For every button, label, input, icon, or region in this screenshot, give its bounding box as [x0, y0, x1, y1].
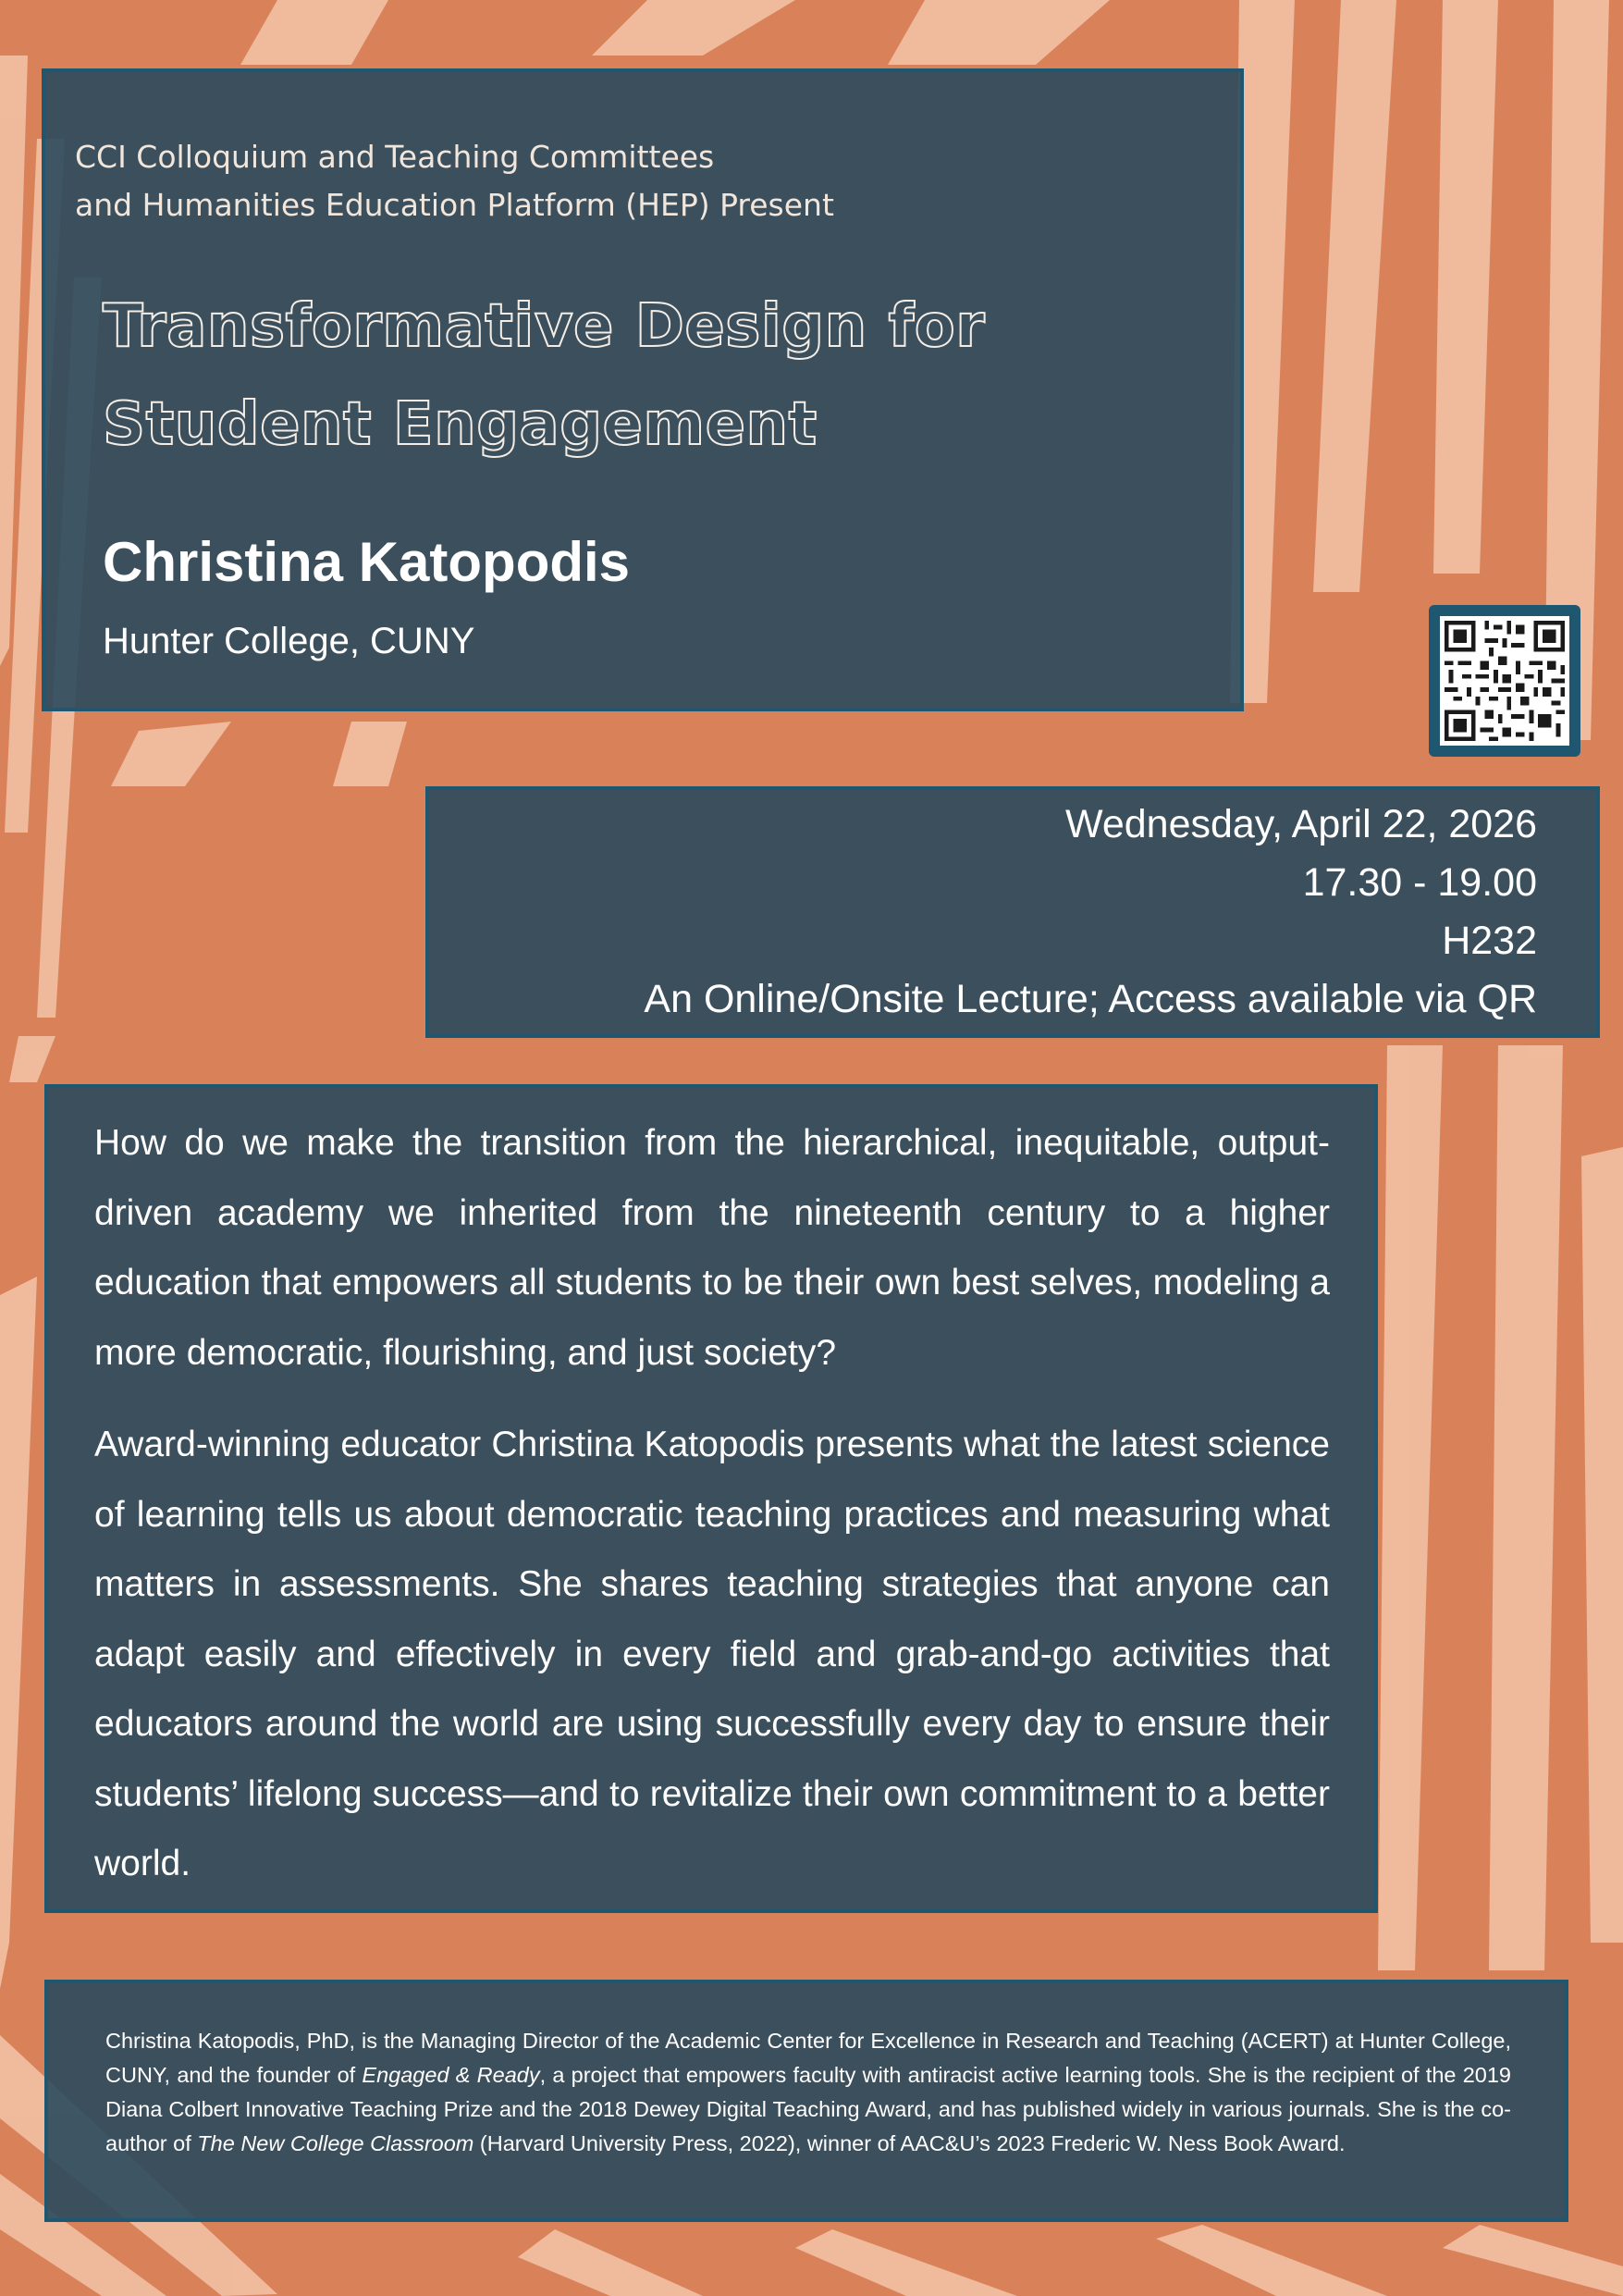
bio-panel — [44, 1980, 1568, 2222]
speaker-bio — [105, 2024, 1511, 2161]
event-date: Wednesday, April 22, 2026 — [1065, 802, 1537, 846]
bio-part-3: (Harvard University Press, 2022), winner of AAC&U’s 2023 Frederic W. Ness Book Award. — [473, 2131, 1346, 2155]
bio-part-2: , a project that empowers faculty with antiracist active learning tools. She is the recipient of the 2019 Diana Colbert Innovative Teaching Prize and the 2018 Dewey Digital Teaching Award, and has published widely in various journals. She is the co-author of — [105, 2063, 1511, 2155]
lecture-title — [103, 278, 1212, 474]
abstract-panel — [44, 1084, 1378, 1913]
qr-code-icon — [1440, 616, 1569, 746]
lecture-title-line-1: Transformative Design for — [103, 292, 986, 361]
event-time: 17.30 - 19.00 — [1302, 860, 1537, 905]
book-title: The New College Classroom — [197, 2131, 474, 2155]
abstract-text — [94, 1108, 1330, 1921]
presenter-line — [75, 133, 834, 229]
speaker-name: Christina Katopodis — [103, 531, 631, 593]
presenter-line-2: and Humanities Education Platform (HEP) Present — [75, 187, 834, 223]
abstract-paragraph-1: How do we make the transition from the hierarchical, inequitable, output-driven academy we inherited from the nineteenth century to a higher education that empowers all students to be their own best selves, modeling a more democratic, flourishing, and just society? — [94, 1123, 1330, 1373]
event-room: H232 — [1442, 919, 1537, 963]
event-details — [644, 796, 1537, 1029]
bio-part-1: Christina Katopodis, PhD, is the Managing Director of the Academic Center for Excellence in Research and Teaching (ACERT) at Hunter College, CUNY, and the founder of — [105, 2029, 1511, 2087]
event-details-panel — [425, 786, 1600, 1038]
event-format: An Online/Onsite Lecture; Access available via QR — [644, 977, 1537, 1021]
abstract-paragraph-2: Award-winning educator Christina Katopodis presents what the latest science of learning tells us about democratic teaching practices and measuring what matters in assessments. She shares teaching strategies that anyone can adapt easily and effectively in every field and grab-and-go activities that educators around the world are using successfully every day to ensure their students’ lifelong success—and to revitalize their own commitment to a better world. — [94, 1425, 1330, 1883]
title-panel — [42, 68, 1244, 711]
project-title: Engaged & Ready — [362, 2063, 540, 2087]
lecture-title-line-2: Student Engagement — [103, 390, 818, 459]
qr-code[interactable] — [1429, 605, 1580, 757]
speaker-affiliation: Hunter College, CUNY — [103, 621, 475, 661]
presenter-line-1: CCI Colloquium and Teaching Committees — [75, 139, 715, 175]
